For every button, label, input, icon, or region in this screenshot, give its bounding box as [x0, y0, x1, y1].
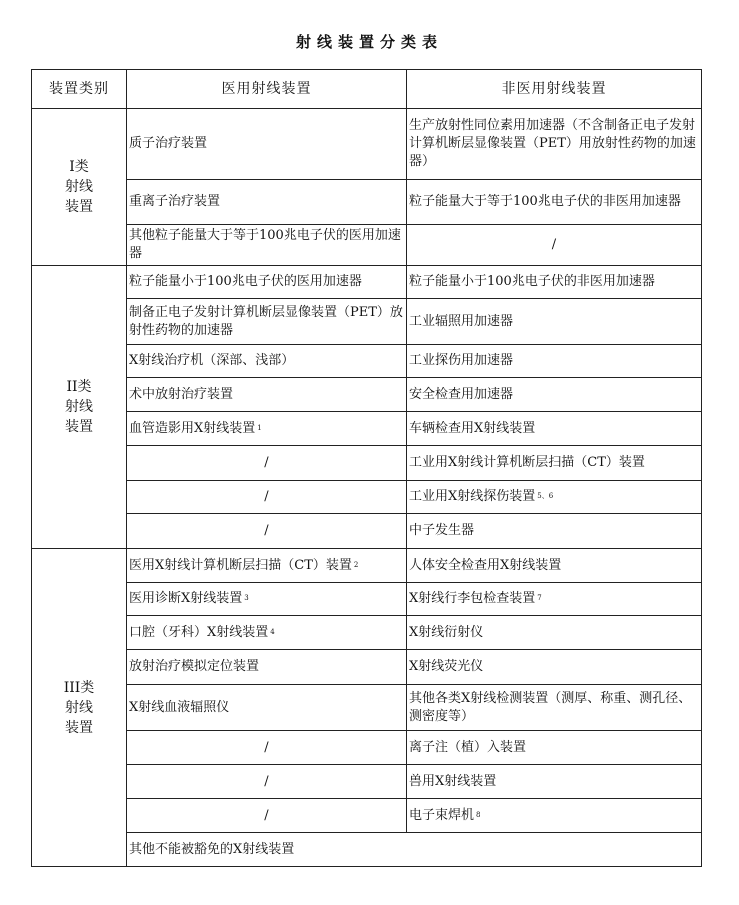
table-row — [32, 616, 702, 650]
category-label: 射线 — [65, 399, 93, 415]
medical-cell — [127, 616, 407, 650]
cell-text: X射线行李包检查装置 — [409, 591, 536, 606]
nonmedical-cell: 粒子能量小于100兆电子伏的非医用加速器 — [407, 266, 702, 299]
table-row — [32, 549, 702, 583]
medical-cell — [127, 583, 407, 616]
footnote-marker: 1 — [257, 423, 262, 432]
cell-text: 工业用X射线探伤装置 — [409, 489, 536, 504]
nonmedical-cell — [407, 481, 702, 514]
category-label: 射线 — [65, 699, 93, 716]
nonmedical-cell: 中子发生器 — [407, 514, 702, 549]
cell-text: 医用X射线计算机断层扫描（CT）装置 — [129, 557, 352, 573]
medical-cell: / — [127, 765, 407, 799]
category-class3 — [32, 549, 127, 867]
table-row — [32, 412, 702, 446]
footnote-marker: 3 — [244, 594, 249, 602]
table-row — [32, 345, 702, 378]
cell-text: 血管造影用X射线装置 — [129, 420, 256, 436]
footnote-marker: 8 — [476, 810, 481, 819]
medical-cell: / — [127, 446, 407, 481]
medical-cell: 重离子治疗装置 — [127, 180, 407, 225]
classification-table — [31, 69, 702, 867]
medical-cell: 其他粒子能量大于等于100兆电子伏的医用加速器 — [127, 225, 407, 266]
table-row — [32, 266, 702, 299]
header-medical: 医用射线装置 — [127, 70, 407, 109]
nonmedical-cell: 车辆检查用X射线装置 — [407, 412, 702, 446]
table-row — [32, 109, 702, 180]
nonmedical-cell: 离子注（植）入装置 — [407, 731, 702, 765]
cell-text: 口腔（牙科）X射线装置 — [129, 624, 269, 640]
cell-text: 医用诊断X射线装置 — [129, 591, 243, 606]
category-label: 装置 — [65, 199, 93, 215]
footnote-marker: 4 — [270, 627, 275, 636]
nonmedical-cell: 生产放射性同位素用加速器（不含制备正电子发射计算机断层显像装置（PET）用放射性药物的加速器） — [407, 109, 702, 180]
medical-cell: / — [127, 514, 407, 549]
table-row — [32, 225, 702, 266]
nonmedical-cell: 人体安全检查用X射线装置 — [407, 549, 702, 583]
footnote-marker: 7 — [537, 594, 542, 602]
nonmedical-cell: 工业辐照用加速器 — [407, 299, 702, 345]
table-row — [32, 799, 702, 833]
medical-cell — [127, 412, 407, 446]
page-title: 射线装置分类表 — [295, 33, 443, 51]
footer-cell: 其他不能被豁免的X射线装置 — [127, 833, 702, 867]
table-row — [32, 378, 702, 412]
footnote-marker: 5、6 — [537, 492, 554, 500]
table-row — [32, 765, 702, 799]
medical-cell: X射线血液辐照仪 — [127, 685, 407, 731]
nonmedical-cell: 工业用X射线计算机断层扫描（CT）装置 — [407, 446, 702, 481]
medical-cell — [127, 549, 407, 583]
nonmedical-cell: X射线衍射仪 — [407, 616, 702, 650]
medical-cell: 质子治疗装置 — [127, 109, 407, 180]
category-label: 装置 — [65, 419, 93, 435]
table-row — [32, 180, 702, 225]
nonmedical-cell — [407, 583, 702, 616]
category-label: I类 — [69, 159, 89, 175]
category-class2 — [32, 266, 127, 549]
nonmedical-cell: 兽用X射线装置 — [407, 765, 702, 799]
category-label: 装置 — [65, 719, 93, 736]
table-row — [32, 583, 702, 616]
table-row — [32, 833, 702, 867]
cell-text: 电子束焊机 — [409, 807, 475, 823]
medical-cell: 术中放射治疗装置 — [127, 378, 407, 412]
medical-cell: / — [127, 731, 407, 765]
nonmedical-cell: 安全检查用加速器 — [407, 378, 702, 412]
table-row — [32, 481, 702, 514]
nonmedical-cell — [407, 799, 702, 833]
header-category: 装置类别 — [32, 70, 127, 109]
medical-cell: / — [127, 481, 407, 514]
category-label: III类 — [63, 679, 95, 696]
medical-cell: 放射治疗模拟定位装置 — [127, 650, 407, 685]
header-nonmedical: 非医用射线装置 — [407, 70, 702, 109]
nonmedical-cell: 工业探伤用加速器 — [407, 345, 702, 378]
medical-cell: 制备正电子发射计算机断层显像装置（PET）放射性药物的加速器 — [127, 299, 407, 345]
table-row — [32, 299, 702, 345]
medical-cell: 粒子能量小于100兆电子伏的医用加速器 — [127, 266, 407, 299]
nonmedical-cell: X射线荧光仪 — [407, 650, 702, 685]
medical-cell: / — [127, 799, 407, 833]
category-label: 射线 — [65, 179, 93, 195]
table-row — [32, 731, 702, 765]
nonmedical-cell: / — [407, 225, 702, 266]
table-header-row — [32, 70, 702, 109]
table-row — [32, 650, 702, 685]
footnote-marker: 2 — [353, 560, 359, 569]
table-row — [32, 446, 702, 481]
nonmedical-cell: 其他各类X射线检测装置（测厚、称重、测孔径、测密度等） — [407, 685, 702, 731]
table-row — [32, 685, 702, 731]
nonmedical-cell: 粒子能量大于等于100兆电子伏的非医用加速器 — [407, 180, 702, 225]
category-class1 — [32, 109, 127, 266]
medical-cell: X射线治疗机（深部、浅部） — [127, 345, 407, 378]
category-label: II类 — [66, 379, 92, 395]
table-row — [32, 514, 702, 549]
